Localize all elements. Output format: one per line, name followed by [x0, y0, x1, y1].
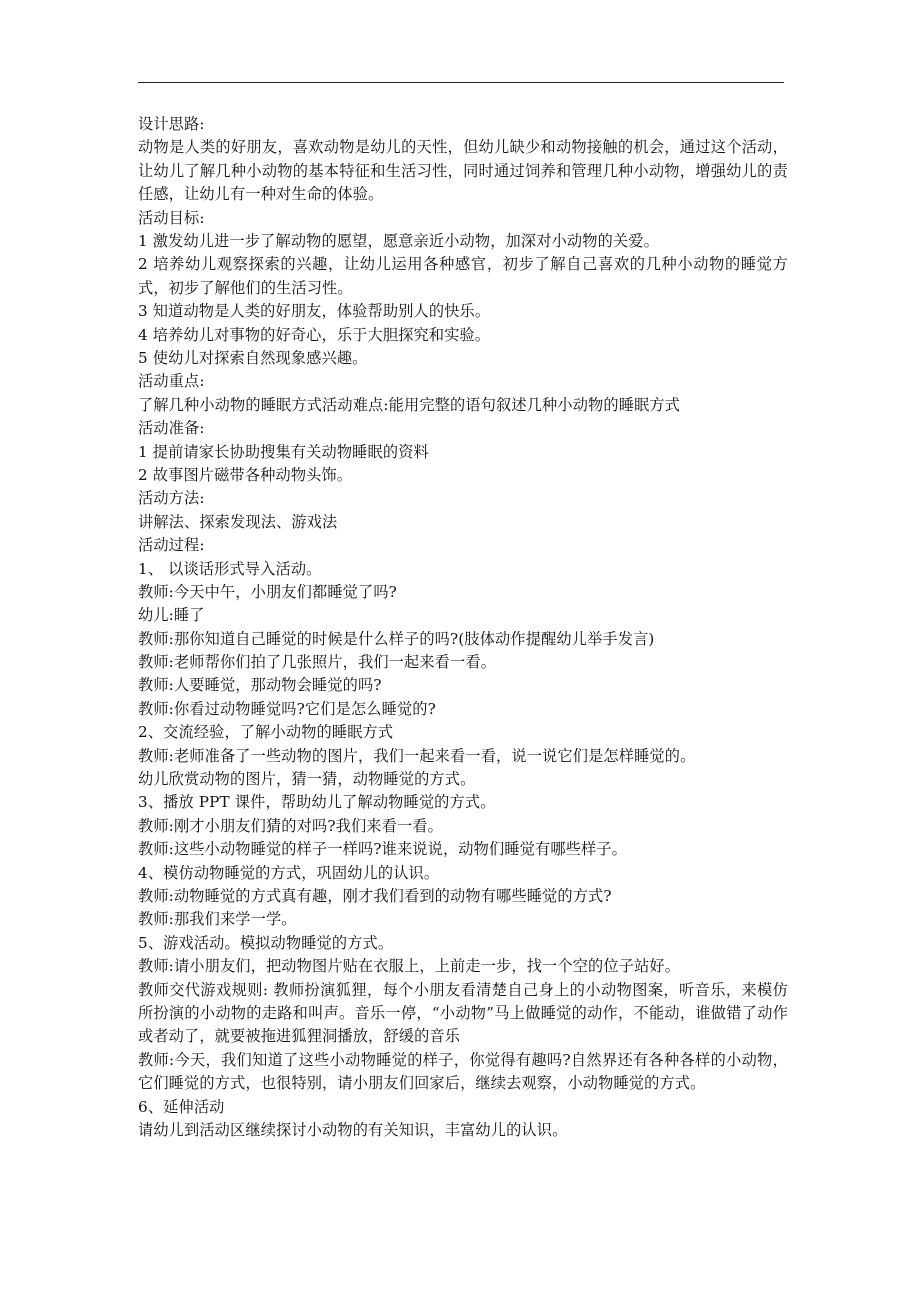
methods-text: 讲解法、探索发现法、游戏法: [138, 512, 338, 531]
heading-preparation: 活动准备:: [138, 419, 205, 438]
process-step-4: 4、模仿动物睡觉的方式，巩固幼儿的认识。: [138, 863, 440, 882]
dialogue-line: 教师:老师准备了一些动物的图片，我们一起来看一看，说一说它们是怎样睡觉的。: [138, 746, 696, 765]
goal-item-3: 3 知道动物是人类的好朋友，体验帮助别人的快乐。: [138, 302, 491, 321]
heading-methods: 活动方法:: [138, 489, 205, 508]
heading-key-points: 活动重点:: [138, 372, 205, 391]
preparation-item-2: 2 故事图片磁带各种动物头饰。: [138, 465, 353, 484]
preparation-item-1: 1 提前请家长协助搜集有关动物睡眠的资料: [138, 442, 429, 461]
dialogue-line: 幼儿欣赏动物的图片，猜一猜，动物睡觉的方式。: [138, 770, 476, 789]
dialogue-line: 教师:请小朋友们，把动物图片贴在衣服上，上前走一步，找一个空的位子站好。: [138, 957, 681, 976]
dialogue-line: 教师:那你知道自己睡觉的时候是什么样子的吗?(肢体动作提醒幼儿举手发言): [138, 629, 655, 648]
goal-item-4: 4 培养幼儿对事物的好奇心，乐于大胆探究和实验。: [138, 325, 491, 344]
extension-text: 请幼儿到活动区继续探讨小动物的有关知识，丰富幼儿的认识。: [138, 1120, 568, 1139]
heading-process: 活动过程:: [138, 536, 205, 555]
document-body: [138, 113, 788, 1142]
goal-item-2: 2 培养幼儿观察探索的兴趣，让幼儿运用各种感官，初步了解自己喜欢的几种小动物的睡觉方式，初步了解他们的生活习性。: [138, 255, 788, 297]
heading-goals: 活动目标:: [138, 208, 205, 227]
process-step-3: 3、播放 PPT 课件，帮助幼儿了解动物睡觉的方式。: [138, 793, 496, 812]
paragraph-design-idea: 动物是人类的好朋友，喜欢动物是幼儿的天性，但幼儿缺少和动物接触的机会，通过这个活动，让幼儿了解几种小动物的基本特征和生活习性，同时通过饲养和管理几种小动物，增强幼儿的责任感，让幼儿有一种对生命的体验。: [138, 138, 788, 204]
key-points-text: 了解几种小动物的睡眠方式活动难点:能用完整的语句叙述几种小动物的睡眠方式: [138, 395, 681, 414]
dialogue-line: 教师:动物睡觉的方式真有趣，刚才我们看到的动物有哪些睡觉的方式?: [138, 886, 612, 905]
goal-item-5: 5 使幼儿对探索自然现象感兴趣。: [138, 348, 368, 367]
goal-item-1: 1 激发幼儿进一步了解动物的愿望，愿意亲近小动物，加深对小动物的关爱。: [138, 232, 659, 250]
process-step-5: 5、游戏活动。模拟动物睡觉的方式。: [138, 933, 394, 952]
process-step-1: 1、 以谈话形式导入活动。: [138, 559, 322, 578]
dialogue-line: 幼儿:睡了: [138, 606, 205, 625]
dialogue-line: 教师:这些小动物睡觉的样子一样吗?谁来说说，动物们睡觉有哪些样子。: [138, 840, 628, 859]
game-rules-paragraph: 教师交代游戏规则: 教师扮演狐狸，每个小朋友看清楚自己身上的小动物图案，听音乐，来模仿所扮演的小动物的走路和叫声。音乐一停，“小动物”马上做睡觉的动作，不能动，谁做错了动作或者动了，就要被拖进狐狸洞播放，舒缓的音乐: [138, 980, 788, 1046]
dialogue-line: 教师:人要睡觉，那动物会睡觉的吗?: [138, 676, 382, 695]
dialogue-line: 教师:你看过动物睡觉吗?它们是怎么睡觉的?: [138, 699, 436, 718]
dialogue-line: 教师:那我们来学一学。: [138, 910, 297, 929]
process-step-2: 2、交流经验，了解小动物的睡眠方式: [138, 723, 394, 742]
header-rule: [138, 82, 784, 83]
dialogue-line: 教师:刚才小朋友们猜的对吗?我们来看一看。: [138, 816, 443, 835]
dialogue-line: 教师:今天中午，小朋友们都睡觉了吗?: [138, 582, 397, 601]
heading-design-idea: 设计思路:: [138, 115, 205, 133]
process-step-6: 6、延伸活动: [138, 1097, 225, 1116]
closing-paragraph: 教师:今天，我们知道了这些小动物睡觉的样子，你觉得有趣吗?自然界还有各种各样的小动物，它们睡觉的方式，也很特别，请小朋友们回家后，继续去观察，小动物睡觉的方式。: [138, 1050, 788, 1093]
dialogue-line: 教师:老师帮你们拍了几张照片，我们一起来看一看。: [138, 653, 497, 672]
